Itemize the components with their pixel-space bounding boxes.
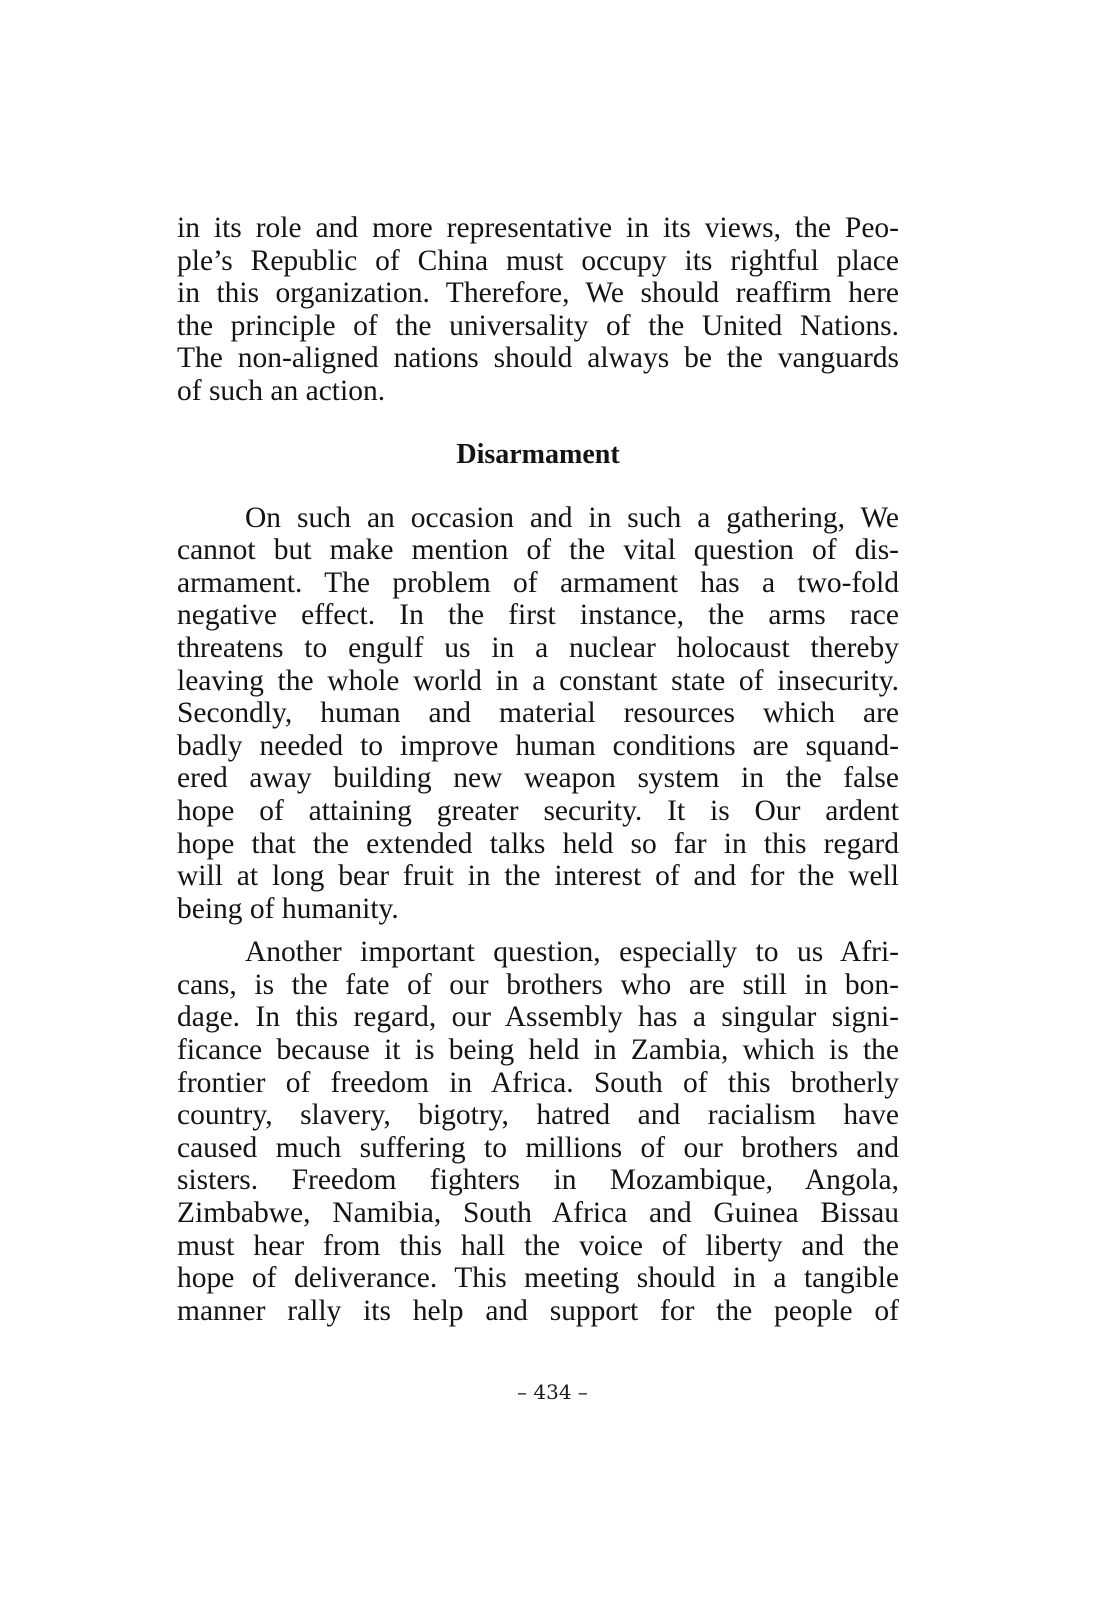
- text-line: frontier of freedom in Africa. South of this brotherly: [177, 1066, 899, 1099]
- text-line: leaving the whole world in a constant state of insecurity.: [177, 664, 899, 697]
- text-line: in its role and more representative in its views, the Peo-: [177, 212, 899, 244]
- page-body: [177, 212, 899, 1327]
- paragraph-un-universality: [177, 212, 899, 408]
- text-line: cannot but make mention of the vital question of dis-: [177, 534, 899, 567]
- text-line: sisters. Freedom fighters in Mozambique, Angola,: [177, 1164, 899, 1197]
- text-line: ficance because it is being held in Zambia, which is the: [177, 1034, 899, 1067]
- text-line: ple’s Republic of China must occupy its rightful place: [177, 244, 899, 277]
- paragraph-africans-in-bondage: [177, 936, 899, 1327]
- text-line: hope that the extended talks held so far in this regard: [177, 827, 899, 860]
- text-line: badly needed to improve human conditions are squand-: [177, 729, 899, 762]
- paragraph-disarmament: [177, 502, 899, 926]
- text-line: the principle of the universality of the United Nations.: [177, 309, 899, 342]
- text-line: must hear from this hall the voice of liberty and the: [177, 1229, 899, 1262]
- text-line: ered away building new weapon system in the false: [177, 762, 899, 795]
- text-line: negative effect. In the first instance, the arms race: [177, 599, 899, 632]
- text-line: of such an action.: [177, 374, 386, 407]
- text-line: being of humanity.: [177, 892, 399, 925]
- text-line: Another important question, especially to us Afri-: [245, 936, 899, 969]
- text-line: cans, is the fate of our brothers who are still in bon-: [177, 968, 899, 1001]
- text-line: Secondly, human and material resources which are: [177, 697, 899, 730]
- text-line: hope of deliverance. This meeting should in a tangible: [177, 1262, 899, 1295]
- text-line: caused much suffering to millions of our brothers and: [177, 1131, 899, 1164]
- text-line: manner rally its help and support for the people of: [177, 1294, 899, 1327]
- text-line: On such an occasion and in such a gathering, We: [245, 501, 899, 534]
- text-line: dage. In this regard, our Assembly has a singular signi-: [177, 1001, 899, 1034]
- text-line: threatens to engulf us in a nuclear holocaust thereby: [177, 631, 899, 664]
- text-line: will at long bear fruit in the interest of and for the well: [177, 860, 899, 893]
- section-heading: Disarmament: [456, 438, 620, 470]
- page-number: – 434 –: [517, 1380, 588, 1404]
- paragraph-spacer: [177, 925, 899, 936]
- text-line: Zimbabwe, Namibia, South Africa and Guinea Bissau: [177, 1197, 899, 1230]
- text-line: country, slavery, bigotry, hatred and racialism have: [177, 1099, 899, 1132]
- text-line: The non-aligned nations should always be the vanguards: [177, 342, 899, 375]
- text-line: in this organization. Therefore, We should reaffirm here: [177, 277, 899, 310]
- text-line: hope of attaining greater security. It is Our ardent: [177, 794, 899, 827]
- text-line: armament. The problem of armament has a two-fold: [177, 566, 899, 599]
